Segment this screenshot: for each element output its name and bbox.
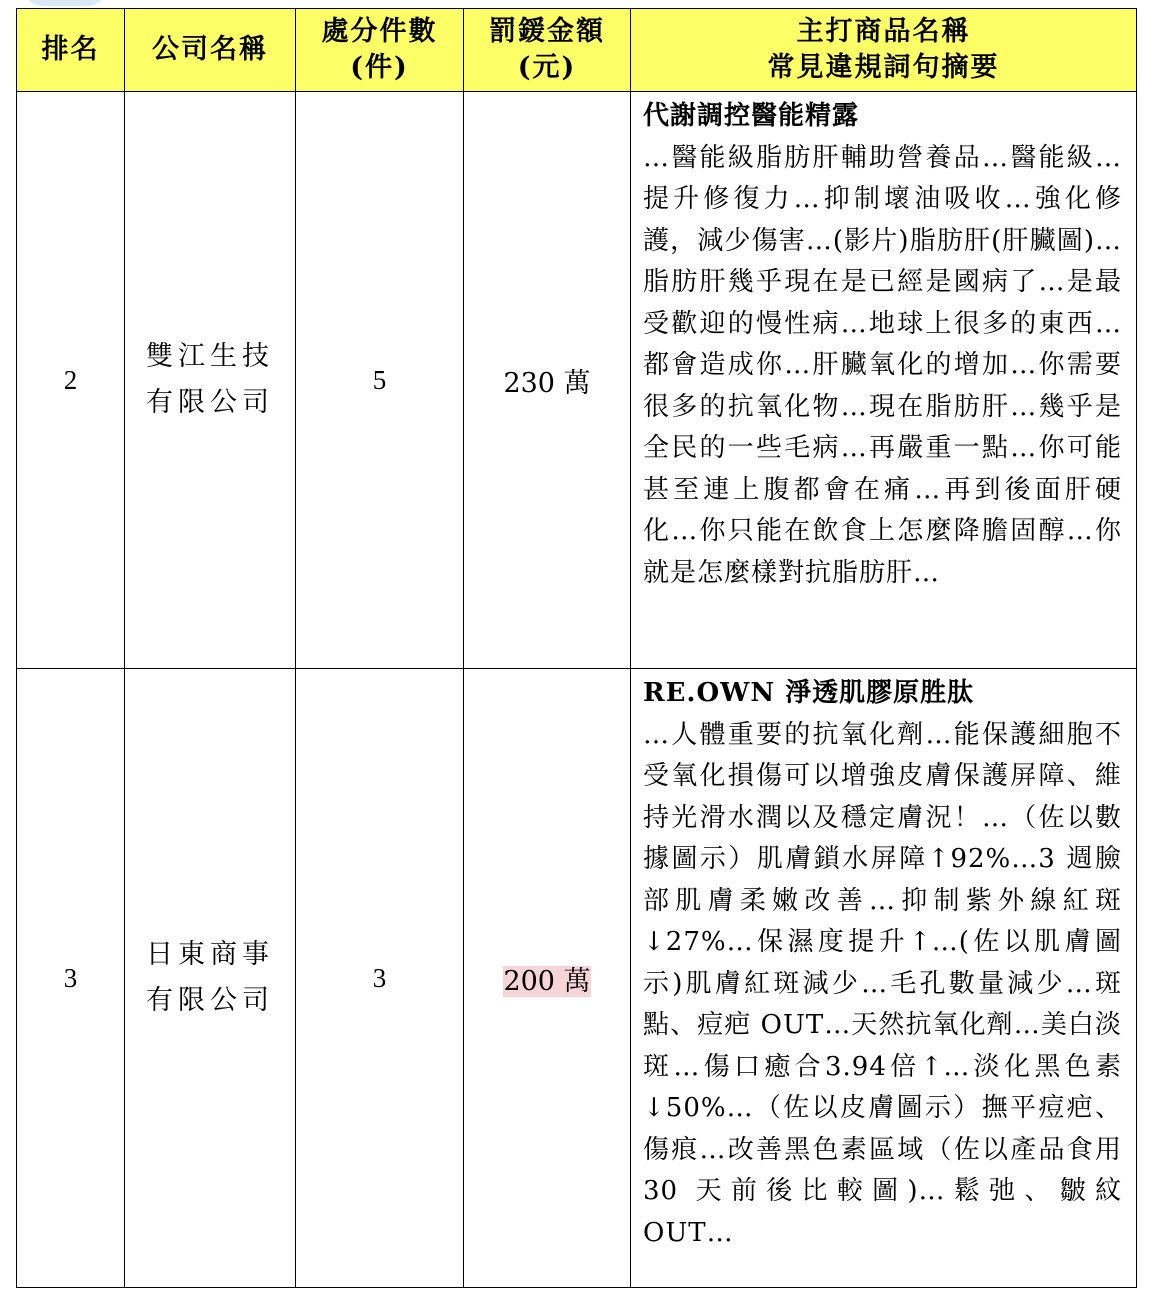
fine-amount: 230 萬 [503, 367, 591, 399]
cases-cell: 5 [296, 92, 464, 669]
product-name: RE.OWN 淨透肌膠原胜肽 [643, 678, 975, 708]
rank-cell: 3 [17, 669, 125, 1288]
company-name-line2: 有限公司 [146, 387, 274, 418]
company-cell [125, 669, 296, 1288]
header-company: 公司名稱 [125, 9, 296, 92]
company-cell [125, 92, 296, 669]
header-summary [631, 9, 1137, 92]
table-row [17, 669, 1137, 1288]
violation-summary: …人體重要的抗氧化劑…能保護細胞不受氧化損傷可以增強皮膚保護屏障、維持光滑水潤以及穩定膚況！…（佐以數據圖示）肌膚鎖水屏障↑92%…3 週臉部肌膚柔嫩改善…抑制紫外線紅斑↓27%…保濕度提升↑…(佐以肌膚圖示)肌膚紅斑減少…毛孔數量減少…斑點、痘疤 OUT…天然抗氧化劑…美白淡斑…傷口癒合3.94倍↑…淡化黑色素↓50%…（佐以皮膚圖示）撫平痘疤、傷痕…改善黑色素區域（佐以產品食用 30 天前後比較圖)…鬆弛、皺紋 OUT… [643, 719, 1122, 1248]
header-rank: 排名 [17, 9, 125, 92]
header-fine-line1: 罰鍰金額 [489, 16, 605, 47]
summary-cell [631, 669, 1137, 1288]
summary-cell [631, 92, 1137, 669]
header-cases-line1: 處分件數 [321, 16, 438, 47]
product-name: 代謝調控醫能精露 [643, 101, 860, 131]
company-name-line1: 日東商事 [146, 939, 274, 970]
fine-cell [464, 92, 631, 669]
header-summary-line1: 主打商品名稱 [796, 16, 971, 47]
corner-logo-fragment [20, 0, 110, 6]
header-fine [464, 9, 631, 92]
violation-summary: …醫能級脂肪肝輔助營養品…醫能級…提升修復力…抑制壞油吸收…強化修護，減少傷害…(影片)脂肪肝(肝臟圖)…脂肪肝幾乎現在是已經是國病了…是最受歡迎的慢性病…地球上很多的東西…都會造成你…肝臟氧化的增加…你需要很多的抗氧化物…現在脂肪肝…幾乎是全民的一些毛病…再嚴重一點…你可能甚至連上腹都會在痛…再到後面肝硬化…你只能在飲食上怎麼降膽固醇…你就是怎麼樣對抗脂肪肝… [643, 142, 1122, 588]
company-name-line1: 雙江生技 [146, 341, 274, 372]
rank-cell: 2 [17, 92, 125, 669]
header-cases-line2: (件) [350, 52, 409, 83]
table-row [17, 92, 1137, 669]
header-fine-line2: (元) [517, 52, 577, 83]
fine-amount-highlighted: 200 萬 [503, 965, 591, 997]
cases-cell: 3 [296, 669, 464, 1288]
company-name-line2: 有限公司 [146, 985, 274, 1016]
header-summary-line2: 常見違規詞句摘要 [767, 52, 1000, 83]
violation-ranking-table [16, 8, 1137, 1288]
header-cases [296, 9, 464, 92]
table-header-row [17, 9, 1137, 92]
fine-cell [464, 669, 631, 1288]
